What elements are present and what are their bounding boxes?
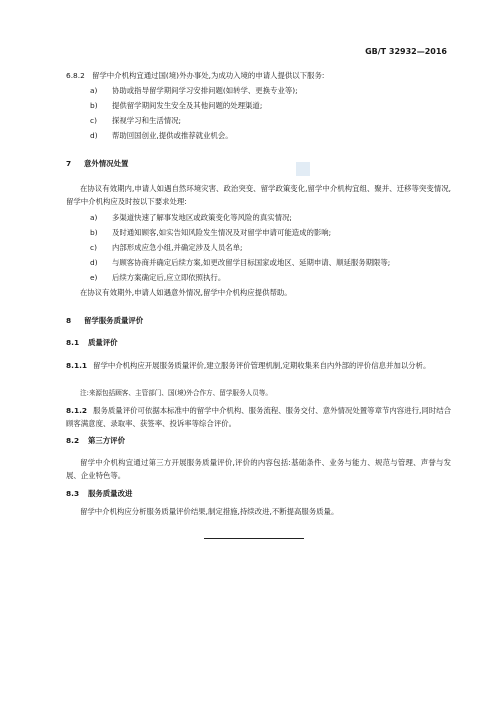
end-rule: [204, 538, 304, 539]
clause-8-1-1: [66, 359, 451, 372]
list-item: [90, 258, 451, 268]
section-title: 质量评价: [88, 338, 118, 347]
section-title: 意外情况处置: [84, 159, 129, 168]
list-label: e): [90, 273, 98, 282]
list-text: 与顾客协商并确定后续方案,如更改留学目标国家或地区、延期申请、顺延服务期限等;: [112, 258, 391, 267]
section-number: 8.2: [66, 436, 80, 445]
list-item: [90, 213, 451, 223]
list-text: 探视学习和生活情况;: [112, 116, 182, 125]
list-label: c): [90, 116, 97, 125]
list-text: 协助或指导留学期间学习安排问题(如转学、更换专业等);: [112, 86, 298, 95]
section-8-heading: [66, 316, 451, 326]
section-7-closing: 在协议有效期外,申请人如遇意外情况,留学中介机构应提供帮助。: [80, 288, 292, 297]
section-title: 服务质量改进: [88, 489, 133, 498]
section-number: 8: [66, 316, 72, 325]
list-item: [90, 273, 451, 283]
section-number: 7: [66, 159, 72, 168]
list-text: 及时通知顾客,如实告知风险发生情况及对留学申请可能造成的影响;: [112, 228, 332, 237]
list-label: b): [90, 101, 98, 110]
list-label: c): [90, 243, 97, 252]
section-8-3-paragraph: 留学中介机构应分析服务质量评价结果,制定措施,持续改进,不断提高服务质量。: [80, 507, 339, 516]
section-title: 第三方评价: [88, 436, 125, 445]
list-text: 提供留学期间发生安全及其他问题的处理渠道;: [112, 101, 263, 110]
section-8-1-heading: [66, 338, 451, 348]
section-8-3-heading: [66, 489, 451, 499]
note: 注:来源包括顾客、主管部门、国(境)外合作方、留学服务人员等。: [80, 389, 272, 397]
clause-number: 8.1.1: [66, 361, 88, 370]
clause-number: 6.8.2: [66, 71, 85, 80]
clause-6-8-2: [66, 71, 451, 81]
clause-text: 留学中介机构宜通过国(境)外办事处,为成功入境的申请人提供以下服务:: [92, 71, 325, 80]
list-item: [90, 116, 451, 126]
list-item: [90, 228, 451, 238]
clause-text: 留学中介机构应开展服务质量评价,建立服务评价管理机制,定期收集来自内外部的评价信息并加以分析。: [93, 361, 431, 370]
list-item: [90, 101, 451, 111]
section-8-2-heading: [66, 436, 451, 446]
list-text: 后续方案确定后,应立即依照执行。: [112, 273, 226, 282]
section-number: 8.1: [66, 338, 80, 347]
list-label: b): [90, 228, 98, 237]
section-8-2-paragraph: 留学中介机构宜通过第三方开展服务质量评价,评价的内容包括:基础条件、业务与能力、规范与管理、声誉与发展、企业特色等。: [66, 458, 451, 480]
list-item: [90, 86, 451, 96]
list-item: [90, 243, 451, 253]
section-7-heading: [66, 159, 451, 169]
list-text: 多渠道快速了解事发地区或政策变化等风险的真实情况;: [112, 213, 292, 222]
standard-code: GB/T 32932—2016: [365, 47, 447, 56]
list-item: [90, 131, 451, 141]
list-label: a): [90, 86, 98, 95]
list-text: 内部形成应急小组,并确定涉及人员名单;: [112, 243, 243, 252]
section-number: 8.3: [66, 489, 80, 498]
watermark-mark: [296, 162, 310, 176]
clause-text: 服务质量评价可依据本标准中的留学中介机构、服务流程、服务交付、意外情况处置等章节内容进行,同时结合顾客满意度、录取率、获签率、投诉率等综合评价。: [66, 406, 451, 428]
clause-number: 8.1.2: [66, 406, 88, 415]
list-label: a): [90, 213, 98, 222]
list-label: d): [90, 131, 98, 140]
list-label: d): [90, 258, 98, 267]
list-text: 帮助回国创业,提供或推荐就业机会。: [112, 131, 233, 140]
clause-8-1-2: [66, 404, 451, 430]
section-title: 留学服务质量评价: [84, 316, 144, 325]
section-7-paragraph: 在协议有效期内,申请人如遇自然环境灾害、政治突变、留学政策变化,留学中介机构宜组、聚并、迁移等突变情况,留学中介机构应及时按以下要求处理:: [66, 184, 451, 206]
